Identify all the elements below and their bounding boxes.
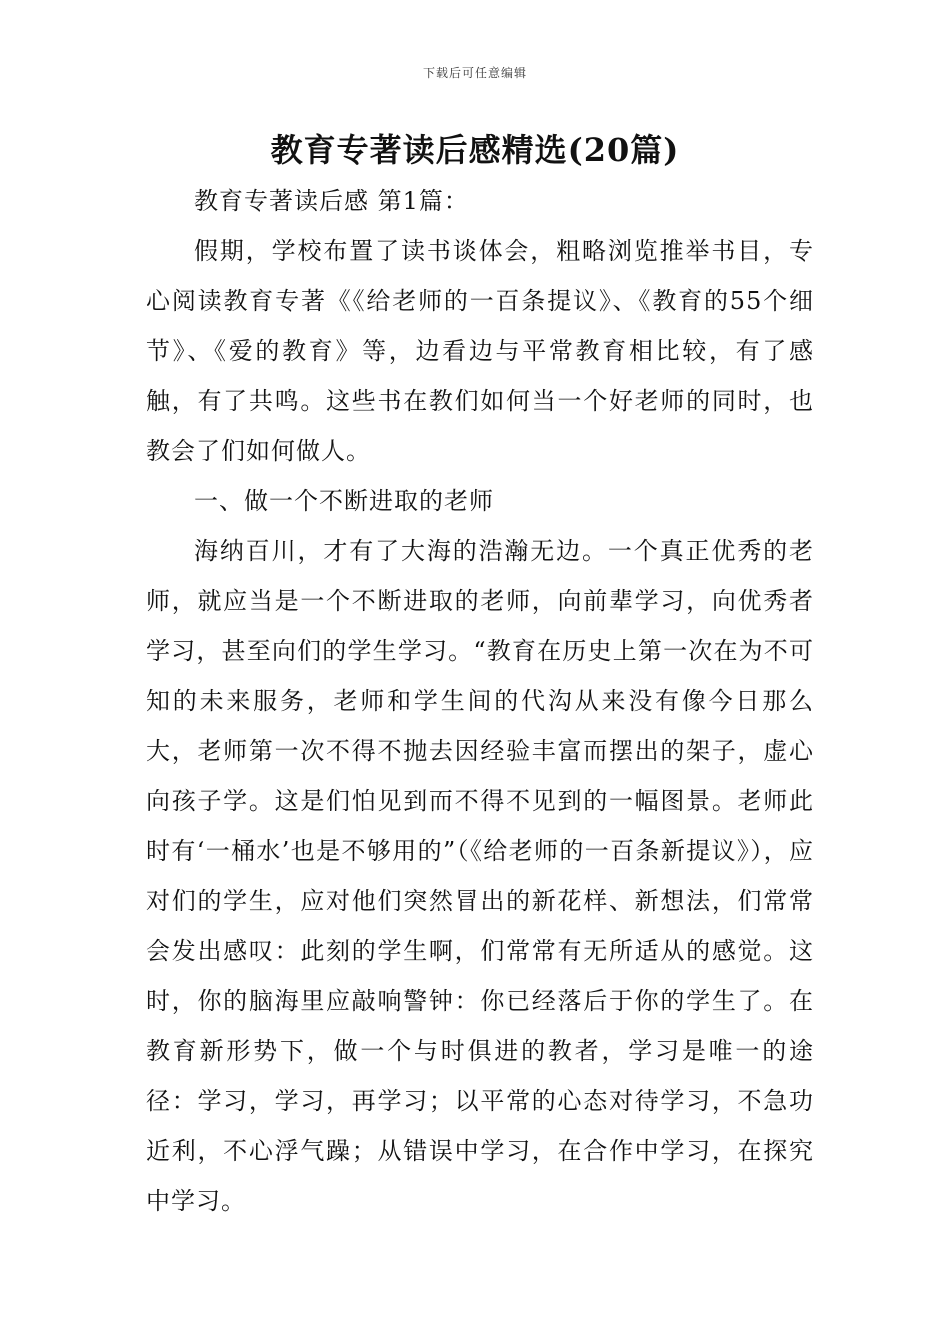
- header-note: 下载后可任意编辑: [422, 66, 527, 80]
- subheading-1: 一、做一个不断进取的老师: [194, 487, 494, 515]
- document-body: [146, 176, 814, 1226]
- paragraph-section-1: 海纳百川，才有了大海的浩瀚无边。一个真正优秀的老师，就应当是一个不断进取的老师，向前辈学习，向优秀者学习，甚至向们的学生学习。“教育在历史上第一次在为不可知的未来服务，老师和学生间的代沟从来没有像今日那么大，老师第一次不得不抛去因经验丰富而摆出的架子，虚心向孩子学。这是们怕见到而不得不见到的一幅图景。老师此时有‘一桶水’也是不够用的”（《给老师的一百条新提议》），应对们的学生，应对他们突然冒出的新花样、新想法，们常常会发出感叹：此刻的学生啊，们常常有无所适从的感觉。这时，你的脑海里应敲响警钟：你已经落后于你的学生了。在教育新形势下，做一个与时俱进的教者，学习是唯一的途径：学习，学习，再学习；以平常的心态对待学习，不急功近利，不心浮气躁；从错误中学习，在合作中学习，在探究中学习。: [146, 537, 814, 1215]
- document-title: 教育专著读后感精选(20篇): [270, 131, 680, 169]
- section-label: 教育专著读后感 第1篇：: [194, 187, 469, 215]
- paragraph-intro: 假期，学校布置了读书谈体会，粗略浏览推举书目，专心阅读教育专著《《给老师的一百条提议》、《教育的55个细节》、《爱的教育》等，边看边与平常教育相比较，有了感触，有了共鸣。这些书在教们如何当一个好老师的同时，也教会了们如何做人。: [146, 237, 814, 465]
